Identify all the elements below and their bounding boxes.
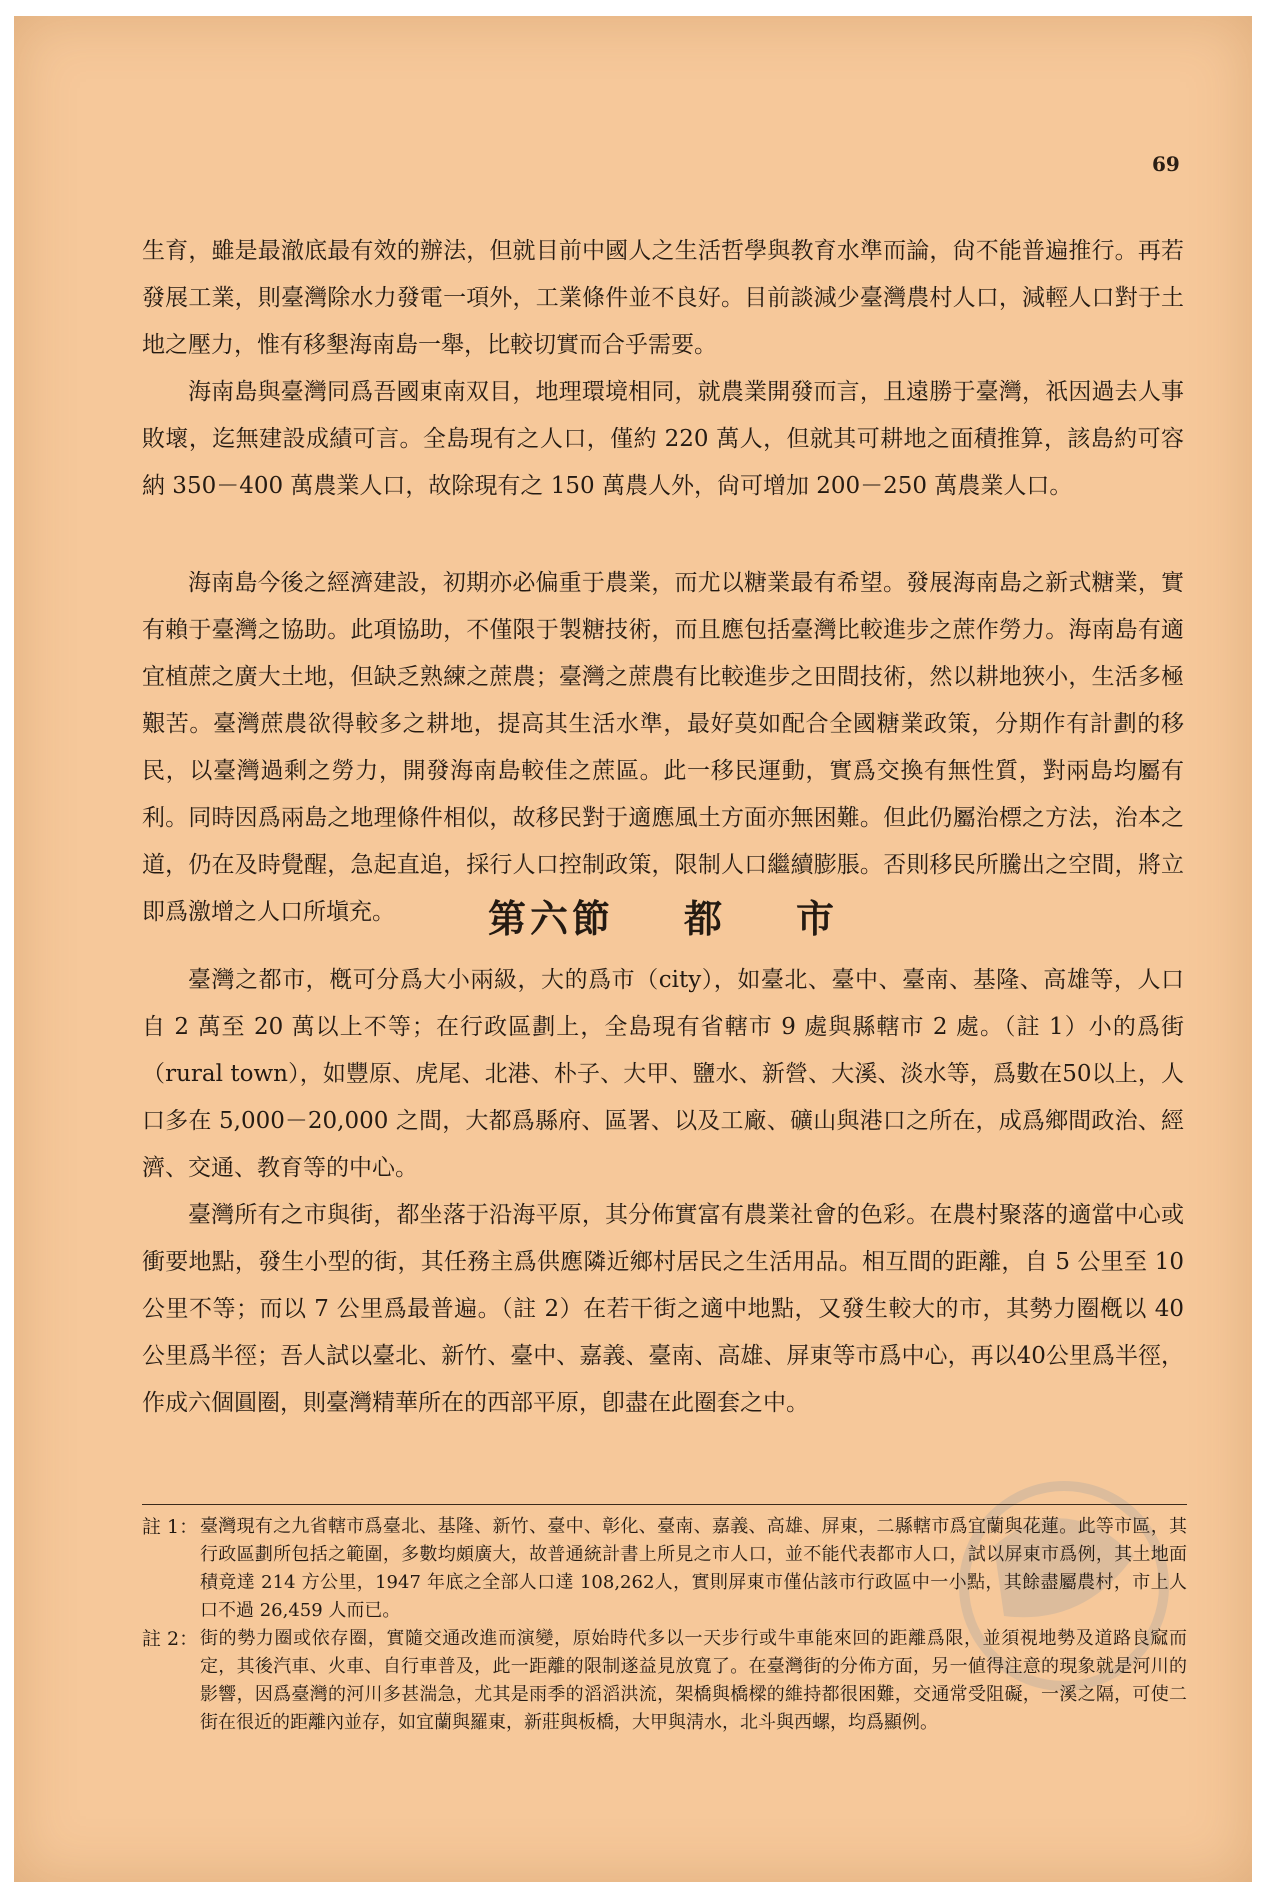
body-text xyxy=(142,228,1184,1427)
paragraph: 臺灣所有之市與街，都坐落于沿海平原，其分佈實富有農業社會的色彩。在農村聚落的適當中心或衝要地點，發生小型的街，其任務主爲供應隣近鄉村居民之生活用品。相互間的距離，自 5 公里至 10 公里不等；而以 7 公里爲最普遍。（註 2）在若干街之適中地點，又發生較大的市，其勢力圈槪以 40 公里爲半徑；吾人試以臺北、新竹、臺中、嘉義、臺南、高雄、屏東等市爲中心，再以40公里爲半徑，作成六個圓圈，則臺灣精華所在的西部平原，卽盡在此圈套之中。 xyxy=(142,1202,1184,1416)
section-heading-word1: 都 xyxy=(683,896,726,941)
footnote-label: 註 1： xyxy=(142,1516,199,1538)
footnote-text: 街的勢力圈或依存圈，實隨交通改進而演變，原始時代多以一天步行或牛車能來回的距離爲限，並須視地勢及道路良窳而定，其後汽車、火車、自行車普及，此一距離的限制遂益見放寬了。在臺灣街的分佈方面，另一値得注意的現象就是河川的影響，因爲臺灣的河川多甚湍急，尤其是雨季的滔滔洪流，架橋與橋樑的維持都很困難，交通常受阻礙，一溪之隔，可使二街在很近的距離內並存，如宜蘭與羅東，新莊與板橋，大甲與淸水，北斗與西螺，均爲顯例。 xyxy=(200,1628,1187,1733)
page-number: 69 xyxy=(1152,152,1180,176)
paragraph: 海南島與臺灣同爲吾國東南双目，地理環境相同，就農業開發而言，且遠勝于臺灣，祇因過去人事敗壞，迄無建設成績可言。全島現有之人口，僅約 220 萬人，但就其可耕地之面積推算，該島約可容納 350－400 萬農業人口，故除現有之 150 萬農人外，尙可增加 200－250 萬農業人口。 xyxy=(142,379,1184,499)
paragraph: 生育，雖是最澈底最有效的辦法，但就目前中國人之生活哲學與教育水準而論，尙不能普遍推行。再若發展工業，則臺灣除水力發電一項外，工業條件並不良好。目前談減少臺灣農村人口，減輕人口對于土地之壓力，惟有移墾海南島一舉，比較切實而合乎需要。 xyxy=(142,238,1184,358)
footnote-text: 臺灣現有之九省轄市爲臺北、基隆、新竹、臺中、彰化、臺南、嘉義、高雄、屏東，二縣轄市爲宜蘭與花蓮。此等市區，其行政區劃所包括之範圍，多數均頗廣大，故普通統計書上所見之市人口，並不能代表都市人口，試以屏東市爲例，其土地面積竟達 214 方公里，1947 年底之全部人口達 108,262人，實則屏東市僅佔該市行政區中一小點，其餘盡屬農村，市上人口不過 26,459 人而已。 xyxy=(200,1516,1187,1621)
footnote-label: 註 2： xyxy=(142,1628,199,1650)
paragraph: 臺灣之都市，槪可分爲大小兩級，大的爲市（city），如臺北、臺中、臺南、基隆、高雄等，人口自 2 萬至 20 萬以上不等；在行政區劃上，全島現有省轄市 9 處與縣轄市 2 處。（註 1）小的爲街（rural town），如豐原、虎尾、北港、朴子、大甲、鹽水、新營、大溪、淡水等，爲數在50以上，人口多在 5,000－20,000 之間，大都爲縣府、區署、以及工廠、礦山與港口之所在，成爲鄉間政治、經濟、交通、教育等的中心。 xyxy=(142,967,1184,1181)
footnotes xyxy=(142,1504,1187,1737)
paragraph: 海南島今後之經濟建設，初期亦必偏重于農業，而尤以糖業最有希望。發展海南島之新式糖業，實有賴于臺灣之協助。此項協助，不僅限于製糖技術，而且應包括臺灣比較進步之蔗作勞力。海南島有適宜植蔗之廣大土地，但缺乏熟練之蔗農；臺灣之蔗農有比較進步之田間技術，然以耕地狹小，生活多極艱苦。臺灣蔗農欲得較多之耕地，提高其生活水準，最好莫如配合全國糖業政策，分期作有計劃的移民，以臺灣過剩之勞力，開發海南島較佳之蔗區。此一移民運動，實爲交換有無性質，對兩島均屬有利。同時因爲兩島之地理條件相似，故移民對于適應風土方面亦無困難。但此仍屬治標之方法，治本之道，仍在及時覺醒，急起直追，採行人口控制政策，限制人口繼續膨脹。否則移民所騰出之空間，將立即爲激增之人口所塡充。 xyxy=(142,570,1184,925)
section-heading-word2: 市 xyxy=(796,896,839,941)
footnote xyxy=(142,1625,1187,1737)
section-heading-number: 第六節 xyxy=(487,896,614,941)
scanned-page xyxy=(14,16,1252,1882)
footnote xyxy=(142,1513,1187,1625)
